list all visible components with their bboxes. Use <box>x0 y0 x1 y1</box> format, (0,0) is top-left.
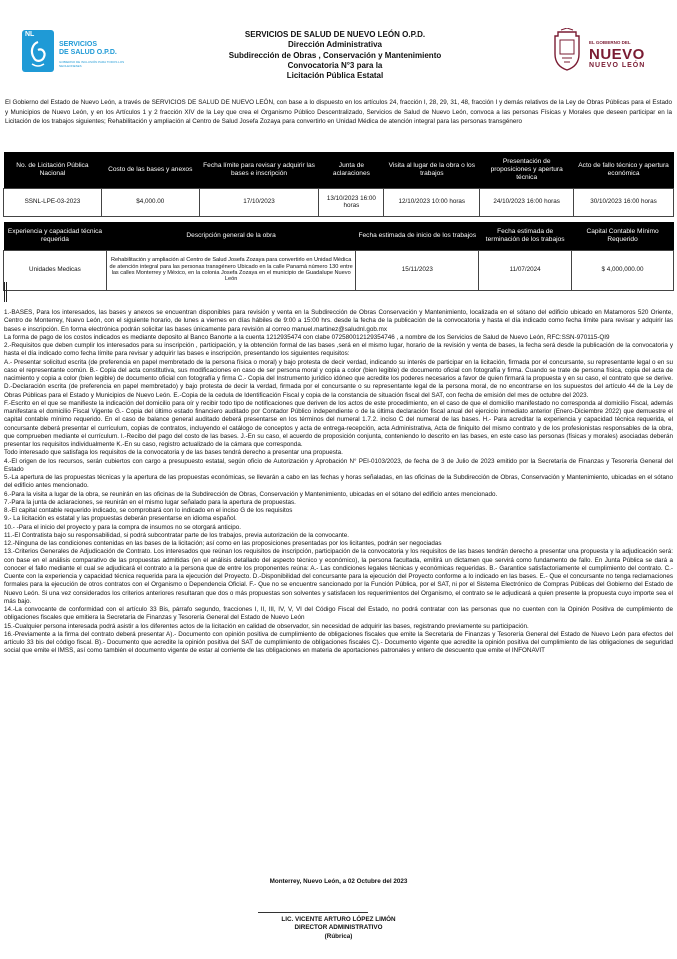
document-title <box>190 30 480 81</box>
title-line: Subdirección de Obras , Conservación y Mantenimiento <box>228 50 442 60</box>
logo-caption: EL GOBIERNO DEL <box>589 40 631 45</box>
column-header: Descripción general de la obra <box>106 222 356 250</box>
signer-name: LIC. VICENTE ARTURO LÓPEZ LIMÓN <box>281 916 396 923</box>
signature-note: (Rúbrica) <box>324 932 353 940</box>
title-line: Dirección Administrativa <box>288 40 382 50</box>
body-paragraph: 16.-Previamente a la firma del contrato deberá presentar A).- Documento con opinión positiva de cumplimiento de obligaciones fiscales que emite la Secretaria de Finanzas y Tesorería General del Estado de Nuevo León para efectos del artículo 33 bis del código fiscal. B).- Documento que acredite la opinión positiva del SAT de cumplimiento de obligaciones fiscales C).- Documento vigente que acredite la opinión positiva del cumplimiento de las obligaciones de seguridad social que emite el IMSS, así como también el documento vigente de estar al corriente de las obligaciones en materia de aportaciones patronales y entero de descuento que emite el INFONAVIT <box>4 630 673 655</box>
servicios-de-salud-logo <box>22 30 132 72</box>
date-line: Monterrey, Nuevo León, a 02 Octubre del 2023 <box>269 878 408 885</box>
conditions-body <box>4 309 673 656</box>
signer-title: DIRECTOR ADMINISTRATIVO <box>294 924 383 932</box>
table-cell-description: Rehabilitación y ampliación al Centro de Salud Josefa Zozaya para convertirlo en Unidad Médica de atención integral para las personas transgénero Ubicado en la calle Panamá número 130 entre las calles Monterrey y México, en la colonia Josefa Zozaya en el municipio de Guadalupe Nuevo León <box>106 250 356 290</box>
column-header: Junta de aclaraciones <box>319 152 384 188</box>
body-paragraph: 4.-El origen de los recursos, serán cubiertos con cargo a presupuesto estatal, según oficio de Autorización y Aprobación N° PEI-0103/2023, de fecha de 3 de Julio de 2023 emitido por la Secretaría de Finanzas y Tesorería General del Estado <box>4 457 673 473</box>
table-header-row <box>4 222 674 250</box>
table-cell: 11/07/2024 <box>479 250 572 290</box>
body-paragraph: 1.-BASES, Para los interesados, las bases y anexos se encuentran disponibles para revisión y venta en la Subdirección de Obras Conservación y Mantenimiento, localizada en el sótano del edificio ubicado en Matamoros 520 Oriente, Centro de Monterrey, Nuevo León, con el siguiente horario, de lunes a viernes en días hábiles de 9:00 a 15:00 hrs. desde la fecha de la publicación de la convocatoria y hasta el día indicado como fecha límite para revisar y adquirir las bases e inscripción. En forma electrónica podrán solicitar las bases únicamente para revisión al correo manuel.martinez@saludnl.gob.mx <box>4 309 673 333</box>
table-cell: 30/10/2023 16:00 horas <box>574 188 674 216</box>
column-header: Fecha estimada de terminación de los trabajos <box>479 222 572 250</box>
column-header: Presentación de proposiciones y apertura técnica <box>480 152 574 188</box>
table-cell: 17/10/2023 <box>199 188 319 216</box>
nl-badge-text: NL <box>25 31 35 38</box>
table-cell: 24/10/2023 16:00 horas <box>480 188 574 216</box>
table-cell: SSNL-LPE-03-2023 <box>4 188 102 216</box>
title-line: SERVICIOS DE SALUD DE NUEVO LEÓN O.P.D. <box>244 30 426 39</box>
body-paragraph: 10.- -Para el inicio del proyecto y para la compra de insumos no se otorgará anticipo. <box>4 523 241 531</box>
table-cell: 13/10/2023 16:00 horas <box>319 188 384 216</box>
body-paragraph: 14.-La convocante de conformidad con el artículo 33 Bis, párrafo segundo, fracciones I, II, III, IV, V, VI del Código Fiscal del Estado, no podrá contratar con las personas que no cuenten con la Opinión Positiva de cumplimiento de obligaciones fiscales que emitiera la Secretaría de Finanzas y Tesorería General del Estado de Nuevo León <box>4 606 673 622</box>
column-header: Capital Contable Mínimo Requerido <box>572 222 674 250</box>
column-header: Acto de fallo técnico y apertura económica <box>574 152 674 188</box>
document-header <box>0 0 677 96</box>
title-line: Licitación Pública Estatal <box>286 71 384 81</box>
column-header: Fecha límite para revisar y adquirir las bases e inscripción <box>199 152 319 188</box>
logo-nuevo: NUEVO <box>589 46 645 63</box>
body-paragraph: 6.-Para la visita a lugar de la obra, se reunirán en las oficinas de la Subdirección de Obras, Conservación y Mantenimiento, ubicadas en el sótano del edificio antes mencionado. <box>4 490 498 498</box>
table-row <box>4 250 674 290</box>
title-line: Convocatoria N°3 para la <box>287 60 383 70</box>
table-row <box>4 188 674 216</box>
body-paragraph: A.- Presentar solicitud escrita (de preferencia en papel membretado de la persona física o moral) y bajo protesta de decir verdad, indicando su interés de participar en la licitación, firmada por el concursante, su representante legal o en su caso el representante común. B.- Copia del acta constitutiva, sus modificaciones en caso de ser persona moral y copia a color (bien legible) de documento oficial con fotografía y firma. Cuando se trate de persona física, copia del acta de nacimiento y copia a color (bien legible) de documento oficial con fotografía y firma C.- Copia del Instrumento jurídico idóneo que acredite los poderes necesarios a favor de quien firmará la propuesta y en su caso, el contrato que se derive. D.-Declaración escrita (de preferencia en papel membretado) y bajo protesta de decir la verdad, firmada por el concursante o su representante legal de la persona moral, de no encontrarse en los supuestos del artículo 44 de la Ley de Obras Públicas para el Estado y Municipios de Nuevo León. E.-Copia de la cedula de Identificación Fiscal y copia de la constancia de situación fiscal del SAT, con fecha de emisión del mes de octubre del 2023. <box>4 358 673 399</box>
column-header: Fecha estimada de inicio de los trabajos <box>356 222 479 250</box>
table-cell: $4,000.00 <box>101 188 199 216</box>
column-header: Experiencia y capacidad técnica requerida <box>4 222 107 250</box>
table-cell: $ 4,000,000.00 <box>572 250 674 290</box>
body-paragraph: F.-Escrito en el que se manifieste la indicación del domicilio para oír y recibir todo tipo de notificaciones que deriven de los actos de este procedimiento, en el caso de que el domicilio manifestado no corresponda al domicilio Fiscal, además manifestara el domicilio Fiscal Vigente G.- Copia del último estado financiero auditado por Contador Público independiente o de la última declaración fiscal anual del ejercicio inmediato anterior (Enero-Diciembre 2022) que demuestre el capital contable mínimo requerido. En el caso de balance general auditado deberá presentarse en los términos del numeral 1.7.2. inciso C del numeral de las bases. H.- Para acreditar la experiencia y capacidad técnica requerida, el concursante deberá presentar el currículum, copias de contratos, incluyendo el catálogo de conceptos y acta de entrega-recepción, acta Administrativa, Acta de finiquito del mismo contrato y de los profesionistas responsables de la obra, que comprueben mediante el currículum. I.-Recibo del pago del costo de las bases. J.-En su caso, el acuerdo de proposición conjunta, conteniendo lo descrito en las bases, en este caso las personas (físicas y morales) asociadas deberán presentar los requisitos individualmente K.-En su caso, registro actualizado de la cámara que corresponda. <box>4 399 673 448</box>
body-paragraph: 7.-Para la junta de aclaraciones, se reunirán en el mismo lugar señalado para la apertura de propuestas. <box>4 498 296 506</box>
table-cell: 15/11/2023 <box>356 250 479 290</box>
table-cell: Unidades Medicas <box>4 250 107 290</box>
body-paragraph: 5.-La apertura de las propuestas técnicas y la apertura de las propuestas económicas, se llevarán a cabo en las fechas y horas señaladas, en las oficinas de la Subdirección de Obras, Conservación y Mantenimiento, ubicadas en el sótano del edificio antes mencionado. <box>4 474 673 490</box>
logo-name: SERVICIOS DE SALUD O.P.D. <box>59 41 117 56</box>
schedule-table <box>3 152 674 217</box>
column-header: No. de Licitación Pública Nacional <box>4 152 102 188</box>
body-paragraph: 13.-Criterios Generales de Adjudicación de Contrato. Los interesados que reúnan los requisitos de inscripción, participación de la convocatoria y los requisitos de las bases tendrán derecho a presentar una propuesta y la adjudicación será: con base en el análisis comparativo de las propuestas admitidas (en el análisis detallado del aspecto técnico y económico), la persona facultada, emitirá un dictamen que servirá como fundamento de fallo. En Junta Pública se dará a conocer el fallo mediante el cual se adjudicará el contrato a la persona que de entre los proponentes reúna: A.- Las condiciones legales técnicas y económicas requeridas. B.- Garantice satisfactoriamente el cumplimiento del contrato. C.-Cuente con la experiencia y capacidad técnica requerida para la ejecución del Proyecto. D.-Disponibilidad del concursante para la ejecución del Proyecto conforme a lo indicado en las bases. E.- Que el concursante no tenga reclamaciones formales para la ejecución de otros contratos con el Organismo o Dependencia Oficial. F.- Que no se encuentre sancionado por la Función Pública, por el SAT, ni por el Sistema Electrónico de Compras Públicas del Gobierno del Estado de Nuevo León. Si una vez considerados los criterios anteriores resultaran que dos o más propuestas son solventes y satisfacen los requerimientos del Organismo, el contrato se le adjudicará a quien presente la propuesta cuyo importe sea el más bajo. <box>4 548 673 605</box>
logo-leon: NUEVO LEÓN <box>589 62 646 69</box>
table-header-row <box>4 152 674 188</box>
body-paragraph: 8.-El capital contable requerido indicado, se comprobará con lo indicado en el inciso G de los requisitos <box>4 507 293 514</box>
body-paragraph: 15.-Cualquier persona interesada podrá asistir a los diferentes actos de la licitación en calidad de observador, sin necesidad de adquirir las bases, registrando previamente su participación. <box>4 622 529 630</box>
coat-of-arms-icon <box>552 28 582 72</box>
gobierno-nuevo-leon-logo <box>552 28 662 74</box>
signature-block <box>0 916 677 941</box>
nl-badge-icon <box>22 30 54 72</box>
body-paragraph: La forma de pago de los costos indicados es mediante deposito al Banco Banorte a la cuenta 1212935474 con clabe 072580012129354746 , a nombre de los Servicios de Salud de Nuevo León, RFC:SSN-970115-QI9 <box>4 333 610 341</box>
logo-tagline: GOBIERNO DE INCLUSIÓN PARA TODOS LOS NEOLEONESES <box>59 60 125 68</box>
column-header: Costo de las bases y anexos <box>101 152 199 188</box>
divider <box>4 282 7 302</box>
table-cell: 12/10/2023 10:00 horas <box>384 188 480 216</box>
body-paragraph: 2.-Requisitos que deben cumplir los interesados para su inscripción , participación, y la obtención formal de las bases ,será en el mismo lugar, horario de la revisión y venta de bases, la fecha será desde la publicación de la convocatoria y hasta el día indicado como fecha límite para revisar y adquirir las bases e inscripción, presentando los siguientes requisitos: <box>4 342 673 358</box>
body-paragraph: 12.-Ninguna de las condiciones contenidas en las bases de la licitación; así como en las proposiciones presentadas por los licitantes, podrán ser negociadas <box>4 540 442 547</box>
column-header: Visita al lugar de la obra o los trabajos <box>384 152 480 188</box>
work-details-table <box>3 222 674 291</box>
body-paragraph: 11.-El Contratista bajo su responsabilidad, si podrá subcontratar parte de los trabajos, previa autorización de la convocante. <box>4 531 350 539</box>
body-paragraph: Todo interesado que satisfaga los requisitos de la convocatoria y de las bases tendrá derecho a presentar una propuesta. <box>4 449 343 457</box>
body-paragraph: 9.- La licitación es estatal y las propuestas deberán presentarse en idioma español. <box>4 515 237 523</box>
intro-paragraph: El Gobierno del Estado de Nuevo León, a través de SERVICIOS DE SALUD DE NUEVO LEÓN, con base a lo dispuesto en los artículos 24, fracción I, 28, 29, 31, 48, fracción I y demás relativos de la Ley de Obras Públicas para el Estado y Municipios de Nuevo León, y en los Artículos 1 y 2 fracción XIV de la Ley que crea el Organismo Público Descentralizado, Servicios de Salud de Nuevo León, convoca a las personas Físicas y Morales que deseen participar en la Licitación de los trabajos siguientes; Rehabilitación y ampliación al Centro de Salud Josefa Zozaya para convertirlo en Unidad Médica de atención integral para las personas transgénero <box>5 99 672 126</box>
signature-line <box>258 912 368 913</box>
